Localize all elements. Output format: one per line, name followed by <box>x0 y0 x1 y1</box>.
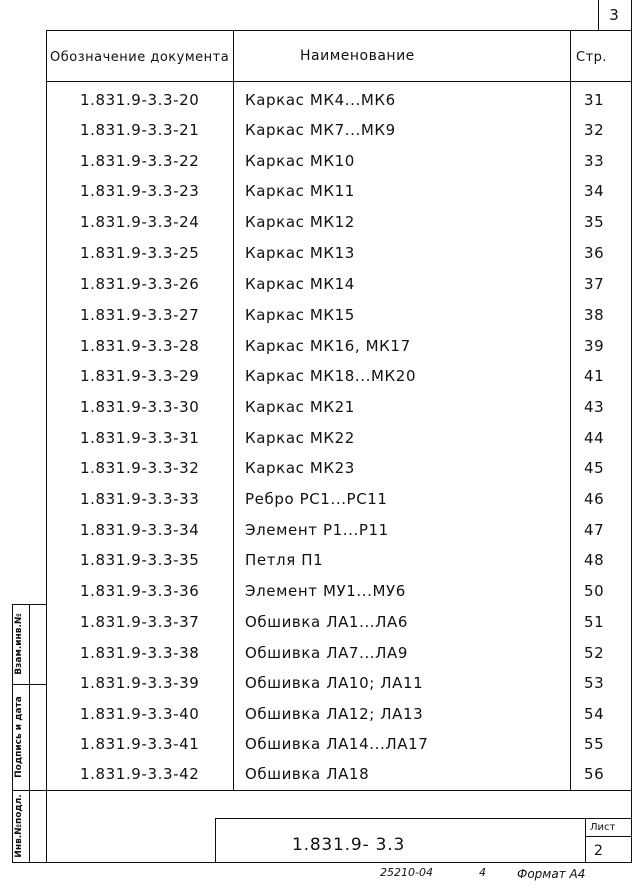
row-code: 1.831.9-3.3-34 <box>80 521 200 539</box>
row-code: 1.831.9-3.3-35 <box>80 551 200 569</box>
header-code: Обозначение документа <box>50 50 230 65</box>
row-name: Каркас МК23 <box>245 459 355 477</box>
row-page: 55 <box>584 735 605 753</box>
row-page: 48 <box>584 551 605 569</box>
row-page: 47 <box>584 521 605 539</box>
row-code: 1.831.9-3.3-28 <box>80 337 200 355</box>
row-page: 38 <box>584 306 605 324</box>
row-name: Каркас МК22 <box>245 429 355 447</box>
row-name: Каркас МК21 <box>245 398 355 416</box>
row-name: Элемент МУ1...МУ6 <box>245 582 406 600</box>
row-page: 46 <box>584 490 605 508</box>
footer-copy: 4 <box>479 866 486 879</box>
col-divider-2 <box>570 30 571 790</box>
row-name: Каркас МК13 <box>245 244 355 262</box>
side-stamp-sign-date: Подпись и дата <box>14 696 24 778</box>
title-block-doc-code: 1.831.9- 3.3 <box>292 835 406 855</box>
title-block-sheet-label: Лист <box>590 822 616 833</box>
row-name: Обшивка ЛА14...ЛА17 <box>245 735 429 753</box>
row-name: Каркас МК10 <box>245 152 355 170</box>
row-page: 32 <box>584 121 605 139</box>
row-code: 1.831.9-3.3-21 <box>80 121 200 139</box>
row-code: 1.831.9-3.3-23 <box>80 182 200 200</box>
row-name: Ребро РС1...РС11 <box>245 490 388 508</box>
side-stamp-inv-orig: Инв.№подл. <box>14 794 24 858</box>
row-page: 41 <box>584 367 605 385</box>
row-name: Обшивка ЛА7...ЛА9 <box>245 644 409 662</box>
row-code: 1.831.9-3.3-33 <box>80 490 200 508</box>
header-page: Стр. <box>576 50 608 65</box>
row-code: 1.831.9-3.3-26 <box>80 275 200 293</box>
row-name: Элемент Р1...Р11 <box>245 521 389 539</box>
title-block-sheet-sep <box>585 836 632 837</box>
side-stamp-outer-left <box>12 604 13 862</box>
side-stamp-divider <box>29 604 30 862</box>
row-page: 39 <box>584 337 605 355</box>
row-page: 54 <box>584 705 605 723</box>
title-block-left <box>215 818 216 862</box>
row-page: 36 <box>584 244 605 262</box>
row-code: 1.831.9-3.3-32 <box>80 459 200 477</box>
row-page: 35 <box>584 213 605 231</box>
row-name: Каркас МК4...МК6 <box>245 91 396 109</box>
row-name: Обшивка ЛА12; ЛА13 <box>245 705 424 723</box>
row-code: 1.831.9-3.3-31 <box>80 429 200 447</box>
row-name: Обшивка ЛА10; ЛА11 <box>245 674 424 692</box>
row-page: 53 <box>584 674 605 692</box>
row-code: 1.831.9-3.3-36 <box>80 582 200 600</box>
row-code: 1.831.9-3.3-30 <box>80 398 200 416</box>
title-block-sheet-value: 2 <box>594 843 603 859</box>
row-name: Петля П1 <box>245 551 324 569</box>
row-code: 1.831.9-3.3-38 <box>80 644 200 662</box>
row-name: Обшивка ЛА1...ЛА6 <box>245 613 409 631</box>
row-name: Каркас МК14 <box>245 275 355 293</box>
row-code: 1.831.9-3.3-24 <box>80 213 200 231</box>
row-name: Каркас МК12 <box>245 213 355 231</box>
row-code: 1.831.9-3.3-20 <box>80 91 200 109</box>
row-code: 1.831.9-3.3-25 <box>80 244 200 262</box>
footer-archive: 25210-04 <box>380 866 433 879</box>
row-name: Каркас МК15 <box>245 306 355 324</box>
row-page: 33 <box>584 152 605 170</box>
row-page: 43 <box>584 398 605 416</box>
row-page: 44 <box>584 429 605 447</box>
row-code: 1.831.9-3.3-42 <box>80 765 200 783</box>
row-code: 1.831.9-3.3-29 <box>80 367 200 385</box>
row-page: 52 <box>584 644 605 662</box>
title-block-top <box>215 818 632 819</box>
sheet-number-box-left <box>598 0 599 30</box>
row-name: Каркас МК18...МК20 <box>245 367 417 385</box>
row-page: 50 <box>584 582 605 600</box>
side-stamp-vzam-inv: Взам.инв.№ <box>14 613 24 675</box>
row-page: 31 <box>584 91 605 109</box>
frame-bottom <box>12 862 632 863</box>
row-code: 1.831.9-3.3-22 <box>80 152 200 170</box>
row-page: 45 <box>584 459 605 477</box>
footer-format: Формат А4 <box>517 867 586 881</box>
row-name: Каркас МК16, МК17 <box>245 337 411 355</box>
row-code: 1.831.9-3.3-39 <box>80 674 200 692</box>
frame-right <box>631 0 632 862</box>
row-code: 1.831.9-3.3-27 <box>80 306 200 324</box>
title-block-sheet-col <box>585 818 586 862</box>
col-divider-1 <box>233 30 234 790</box>
row-page: 56 <box>584 765 605 783</box>
row-page: 34 <box>584 182 605 200</box>
row-name: Каркас МК7...МК9 <box>245 121 396 139</box>
header-name: Наименование <box>300 48 415 64</box>
row-code: 1.831.9-3.3-41 <box>80 735 200 753</box>
sheet-number: 3 <box>609 6 619 24</box>
row-name: Обшивка ЛА18 <box>245 765 370 783</box>
header-bottom-line <box>46 81 632 82</box>
row-page: 51 <box>584 613 605 631</box>
row-code: 1.831.9-3.3-37 <box>80 613 200 631</box>
row-name: Каркас МК11 <box>245 182 355 200</box>
row-page: 37 <box>584 275 605 293</box>
frame-top <box>46 30 632 31</box>
table-bottom-line <box>46 790 632 791</box>
frame-left <box>46 30 47 862</box>
row-code: 1.831.9-3.3-40 <box>80 705 200 723</box>
